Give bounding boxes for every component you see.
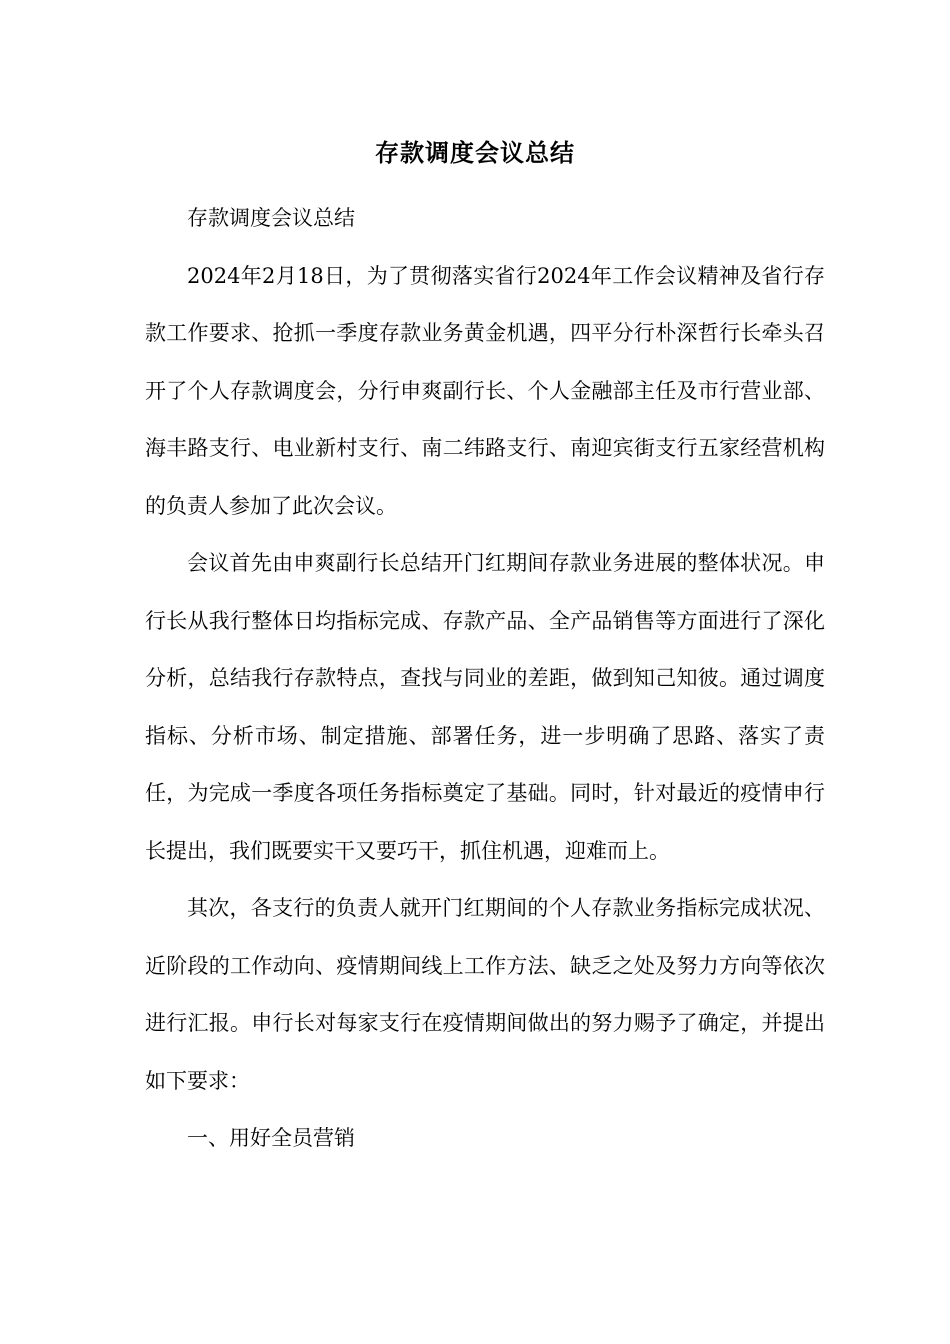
paragraph-branch-reports: 其次，各支行的负责人就开门红期间的个人存款业务指标完成状况、近阶段的工作动向、疫情期间线上工作方法、缺乏之处及努力方向等依次进行汇报。申行长对每家支行在疫情期间做出的努力赐予了确定，并提出如下要求： xyxy=(145,896,825,1093)
document-title: 存款调度会议总结 xyxy=(375,138,575,167)
document-body xyxy=(145,190,825,1168)
paragraph-section-one-heading: 一、用好全员营销 xyxy=(187,1126,355,1150)
paragraph-vice-president-summary: 会议首先由申爽副行长总结开门红期间存款业务进展的整体状况。申行长从我行整体日均指标完成、存款产品、全产品销售等方面进行了深化分析，总结我行存款特点，查找与同业的差距，做到知己知彼。通过调度指标、分析市场、制定措施、部署任务，进一步明确了思路、落实了责任，为完成一季度各项任务指标奠定了基础。同时，针对最近的疫情申行长提出，我们既要实干又要巧干，抓住机遇，迎难而上。 xyxy=(145,551,825,863)
paragraph-meeting-intro: 2024年2月18日，为了贯彻落实省行2024年工作会议精神及省行存款工作要求、抢抓一季度存款业务黄金机遇，四平分行朴深哲行长牵头召开了个人存款调度会，分行申爽副行长、个人金融部主任及市行营业部、海丰路支行、电业新村支行、南二纬路支行、南迎宾街支行五家经营机构的负责人参加了此次会议。 xyxy=(145,263,825,518)
paragraph-subheading: 存款调度会议总结 xyxy=(187,206,355,230)
